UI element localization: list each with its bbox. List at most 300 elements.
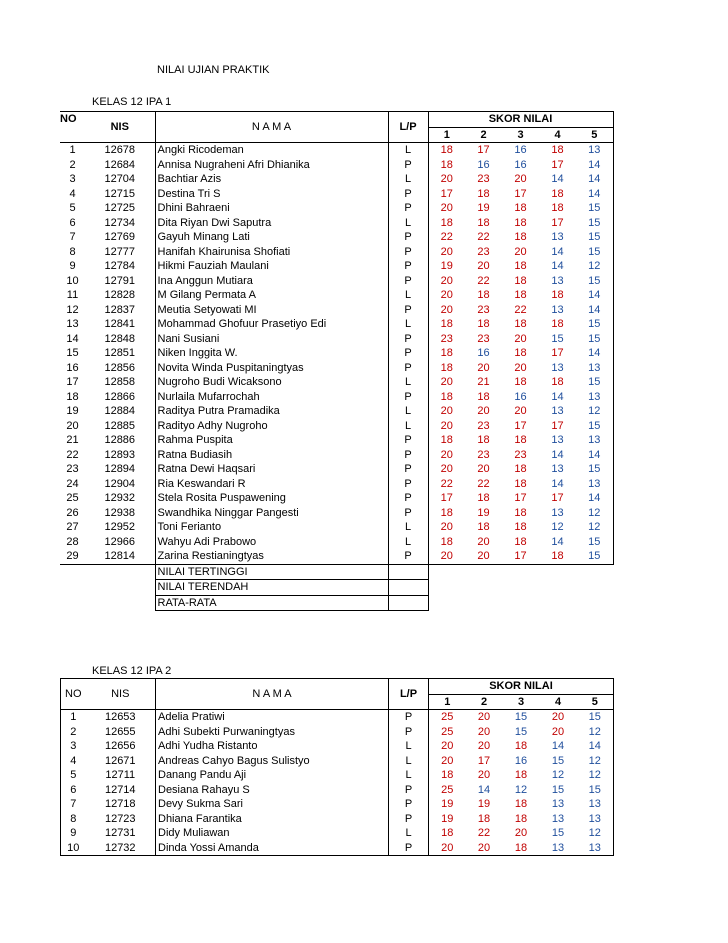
row-nis: 12851 [85,346,155,361]
row-score-2: 18 [477,521,490,534]
header-nama: N A M A [155,112,388,143]
row-no: 3 [69,173,76,186]
row-score-3: 18 [514,798,528,811]
row-score-3: 18 [514,506,527,519]
row-nama: Nugroho Budi Wicaksono [155,375,388,390]
row-no: 4 [61,754,86,769]
row-no: 10 [61,841,86,856]
row-score-5: 15 [576,332,613,347]
row-nis: 12866 [85,390,155,405]
row-lp: P [388,390,428,405]
row-score-3: 16 [514,754,528,767]
table-row [60,274,613,289]
row-score-1: 20 [429,841,466,856]
row-score-4: 13 [540,841,577,856]
row-nis: 12893 [85,448,155,463]
row-score-2: 20 [477,463,490,476]
row-score-5: 14 [576,303,613,318]
row-lp: P [388,477,428,492]
row-score-2: 23 [477,332,490,345]
row-score-4: 17 [551,419,564,432]
row-no: 11 [66,289,79,302]
row-score-5: 14 [576,172,613,187]
row-no: 3 [61,739,86,754]
table-row [61,754,614,769]
row-nis: 12952 [85,520,155,535]
class-title-ipa2: KELAS 12 IPA 2 [92,665,172,677]
row-score-4: 17 [551,492,564,505]
row-score-5: 15 [576,462,613,477]
row-score-3: 20 [514,245,527,258]
row-score-1: 18 [440,158,453,171]
row-score-5: 12 [577,754,614,769]
row-score-1: 20 [441,754,454,767]
row-no: 9 [61,826,86,841]
row-score-1: 20 [440,405,453,418]
header-score-1: 1 [429,694,466,710]
table-row [60,506,613,521]
row-score-3: 23 [514,448,527,461]
row-nama: Dinda Yossi Amanda [156,841,389,856]
row-score-3: 17 [514,187,527,200]
row-lp: L [388,288,428,303]
header-skor: SKOR NILAI [429,679,614,695]
row-score-2: 18 [477,492,490,505]
row-score-3: 18 [514,740,528,753]
table-row [60,143,613,158]
row-score-2: 18 [477,434,490,447]
row-score-2: 20 [477,535,490,548]
row-score-2: 20 [477,405,490,418]
row-score-4: 15 [551,783,565,796]
class-title-ipa1: KELAS 12 IPA 1 [92,96,172,108]
row-lp: P [389,797,429,812]
row-nis: 12938 [85,506,155,521]
row-score-3: 18 [514,260,527,273]
row-nama: Ratna Budiasih [155,448,388,463]
table-row [60,216,613,231]
row-score-5: 15 [576,201,613,216]
row-lp: P [389,812,429,827]
row-nis: 12715 [85,187,155,202]
row-score-1: 18 [440,434,453,447]
row-score-5: 15 [576,317,613,332]
row-score-3: 20 [514,332,527,345]
row-score-5: 13 [577,841,614,856]
row-score-1: 19 [441,798,454,811]
table-row [60,230,613,245]
row-lp: P [389,725,429,740]
row-no: 23 [66,463,79,476]
row-no: 29 [60,549,85,564]
row-score-4: 17 [551,216,564,229]
row-nis: 12671 [86,754,156,769]
table-row [60,390,613,405]
table-row [61,841,614,856]
row-score-4: 20 [551,725,565,738]
row-score-4: 13 [551,274,564,287]
row-nama: Ina Anggun Mutiara [155,274,388,289]
row-score-2: 17 [477,754,491,767]
row-score-3: 18 [514,535,527,548]
row-score-4: 13 [551,463,564,476]
row-score-1: 18 [440,144,453,157]
header-score-5: 5 [576,127,613,143]
row-lp: L [388,419,428,434]
row-score-5: 15 [576,230,613,245]
table-row [60,332,613,347]
row-nis: 12711 [86,768,156,783]
summary-row [60,580,613,596]
row-score-2: 18 [477,390,490,403]
row-score-5: 12 [576,259,613,274]
header-score-4: 4 [540,694,577,710]
row-no: 7 [61,797,86,812]
row-score-2: 23 [477,173,490,186]
table-row [60,419,613,434]
row-lp: P [389,841,429,856]
row-score-2: 20 [465,549,502,564]
row-score-1: 20 [440,303,453,316]
row-score-5: 15 [576,419,613,434]
row-score-1: 20 [440,245,453,258]
row-nama: M Gilang Permata A [155,288,388,303]
row-score-4: 17 [551,347,564,360]
row-lp: P [388,433,428,448]
row-nis: 12704 [85,172,155,187]
row-score-5: 14 [576,346,613,361]
row-nis: 12725 [85,201,155,216]
row-score-2: 14 [477,783,491,796]
row-no: 6 [61,783,86,798]
row-score-1: 18 [440,506,453,519]
row-lp: L [388,404,428,419]
row-score-2: 22 [477,274,490,287]
row-score-3: 18 [514,202,527,215]
row-score-5: 15 [577,710,614,725]
row-nama: Andreas Cahyo Bagus Sulistyo [156,754,389,769]
header-score-1: 1 [428,127,465,143]
row-score-3: 16 [514,158,527,171]
row-score-5: 15 [576,549,613,564]
header-score-3: 3 [502,127,539,143]
row-nis: 12848 [85,332,155,347]
header-no: NO [61,679,86,710]
row-score-3: 16 [514,390,527,403]
row-lp: P [389,783,429,798]
row-score-5: 13 [576,361,613,376]
table-row [61,710,614,725]
row-nama: Radityo Adhy Nugroho [155,419,388,434]
row-score-2: 16 [477,347,490,360]
row-score-4: 13 [551,434,564,447]
row-nis: 12841 [85,317,155,332]
row-nis: 12886 [85,433,155,448]
row-score-5: 14 [576,288,613,303]
row-nama: Desiana Rahayu S [156,783,389,798]
row-score-5: 14 [576,491,613,506]
row-no: 2 [69,158,76,171]
table-row [61,797,614,812]
row-nama: Didy Muliawan [156,826,389,841]
row-score-1: 22 [440,477,453,490]
row-score-3: 18 [514,812,528,825]
row-score-1: 20 [440,289,453,302]
row-nis: 12718 [86,797,156,812]
row-score-5: 15 [576,535,613,550]
row-nama: Angki Ricodeman [155,143,388,158]
row-nama: Nurlaila Mufarrochah [155,390,388,405]
row-score-1: 25 [441,711,454,724]
row-score-1: 18 [440,535,453,548]
row-nis: 12966 [85,535,155,550]
header-skor: SKOR NILAI [428,112,613,128]
row-score-3: 17 [514,419,527,432]
row-score-1: 20 [440,376,453,389]
row-score-1: 20 [441,740,454,753]
row-score-1: 20 [428,549,465,564]
row-nama: Wahyu Adi Prabowo [155,535,388,550]
row-lp: L [389,826,429,841]
row-no: 27 [66,521,79,534]
table-row [60,520,613,535]
row-score-4: 12 [551,769,565,782]
row-no: 10 [66,274,79,287]
row-no: 15 [66,347,79,360]
row-no: 20 [66,419,79,432]
table-row [60,491,613,506]
row-lp: L [389,768,429,783]
row-score-3: 17 [514,492,527,505]
table-row [60,288,613,303]
table-row [60,317,613,332]
table-row [61,739,614,754]
row-no: 18 [66,390,79,403]
row-nama: Niken Inggita W. [155,346,388,361]
row-no: 6 [69,216,76,229]
table-row [60,477,613,492]
row-score-2: 16 [477,158,490,171]
row-score-1: 19 [441,812,454,825]
row-score-1: 25 [441,725,454,738]
row-lp: P [388,448,428,463]
row-nama: Hanifah Khairunisa Shofiati [155,245,388,260]
row-score-2: 19 [477,798,491,811]
row-score-2: 18 [477,289,490,302]
row-lp: P [388,245,428,260]
header-score-2: 2 [466,694,503,710]
row-score-1: 18 [441,827,454,840]
row-score-4: 20 [551,711,565,724]
row-score-4: 14 [551,245,564,258]
row-score-2: 23 [477,245,490,258]
row-score-3: 15 [514,711,528,724]
row-nis: 12904 [85,477,155,492]
row-score-5: 15 [576,375,613,390]
table-row [60,245,613,260]
row-score-4: 13 [551,812,565,825]
row-lp: L [388,375,428,390]
row-nis: 12655 [86,725,156,740]
row-nama: Ratna Dewi Haqsari [155,462,388,477]
row-lp: P [388,346,428,361]
row-no: 25 [66,492,79,505]
row-score-5: 13 [576,390,613,405]
table-row [60,346,613,361]
table-row [61,783,614,798]
row-score-2: 19 [477,506,490,519]
row-no: 1 [69,144,76,157]
header-nama: N A M A [156,679,389,710]
row-lp: P [388,201,428,216]
row-score-4: 18 [551,202,564,215]
row-score-4: 15 [551,827,565,840]
table-row [60,462,613,477]
row-score-5: 15 [576,216,613,231]
row-score-4: 18 [551,144,564,157]
row-lp: P [388,491,428,506]
row-score-2: 22 [477,827,491,840]
header-lp: L/P [389,679,429,710]
row-score-1: 18 [440,361,453,374]
row-score-3: 18 [514,434,527,447]
row-no: 22 [66,448,79,461]
row-no: 24 [66,477,79,490]
row-lp: P [388,549,428,564]
summary-row [60,595,613,611]
header-score-3: 3 [503,694,540,710]
row-score-5: 12 [576,506,613,521]
table-row [60,172,613,187]
row-score-5: 13 [577,797,614,812]
row-lp: P [388,230,428,245]
row-nis: 12653 [86,710,156,725]
table-row [60,259,613,274]
row-score-4: 13 [551,405,564,418]
row-no: 12 [66,303,79,316]
row-score-3: 20 [514,405,527,418]
row-no: 17 [66,376,79,389]
row-nis: 12828 [85,288,155,303]
table-row [60,549,613,564]
row-lp: L [389,754,429,769]
row-score-2: 20 [477,260,490,273]
row-score-2: 22 [477,231,490,244]
row-lp: P [388,332,428,347]
row-nama: Raditya Putra Pramadika [155,404,388,419]
row-score-1: 25 [441,783,454,796]
table-row [60,361,613,376]
row-score-4: 14 [551,477,564,490]
row-score-2: 20 [477,361,490,374]
row-nama: Annisa Nugraheni Afri Dhianika [155,158,388,173]
header-no: NO [60,112,85,143]
row-no: 5 [69,202,76,215]
row-nis: 12656 [86,739,156,754]
row-nis: 12684 [85,158,155,173]
row-no: 2 [61,725,86,740]
row-nis: 12731 [86,826,156,841]
row-nis: 12856 [85,361,155,376]
row-nis: 12791 [85,274,155,289]
row-no: 26 [66,506,79,519]
row-score-4: 15 [551,332,564,345]
row-score-3: 20 [514,173,527,186]
row-score-2: 18 [477,187,490,200]
row-score-4: 18 [551,289,564,302]
row-score-4: 14 [551,740,565,753]
row-no: 9 [69,260,76,273]
row-score-1: 17 [440,492,453,505]
row-lp: L [388,535,428,550]
row-score-1: 18 [440,216,453,229]
row-score-1: 17 [440,187,453,200]
row-score-2: 20 [466,841,503,856]
row-score-4: 18 [551,318,564,331]
row-score-3: 18 [503,841,540,856]
row-score-4: 15 [551,754,565,767]
row-nis: 12858 [85,375,155,390]
row-lp: P [388,259,428,274]
row-nis: 12714 [86,783,156,798]
row-no: 14 [66,332,79,345]
row-nama: Mohammad Ghofuur Prasetiyo Edi [155,317,388,332]
row-no: 5 [61,768,86,783]
row-nis: 12894 [85,462,155,477]
row-nis: 12784 [85,259,155,274]
row-score-4: 18 [551,187,564,200]
row-score-1: 20 [440,521,453,534]
row-score-5: 14 [576,187,613,202]
row-score-5: 13 [576,477,613,492]
row-score-4: 18 [551,376,564,389]
row-nama: Toni Ferianto [155,520,388,535]
row-score-4: 12 [551,521,564,534]
row-nama: Dita Riyan Dwi Saputra [155,216,388,231]
row-no: 8 [61,812,86,827]
row-score-4: 14 [551,448,564,461]
row-score-4: 13 [551,506,564,519]
row-score-2: 23 [477,419,490,432]
row-nama: Zarina Restianingtyas [155,549,388,564]
row-lp: L [388,317,428,332]
row-score-2: 22 [477,477,490,490]
row-score-3: 18 [514,274,527,287]
row-score-5: 15 [576,274,613,289]
row-score-2: 23 [477,448,490,461]
row-no: 21 [66,434,79,447]
grade-table-ipa2 [60,678,614,856]
row-score-1: 20 [440,173,453,186]
row-nama: Gayuh Minang Lati [155,230,388,245]
row-score-2: 23 [477,303,490,316]
row-no: 13 [66,318,79,331]
row-score-3: 20 [514,361,527,374]
row-nis: 12734 [85,216,155,231]
summary-label: NILAI TERTINGGI [155,564,388,580]
row-score-1: 18 [440,390,453,403]
row-score-4: 13 [551,303,564,316]
row-no: 1 [61,710,86,725]
row-nis: 12678 [85,143,155,158]
row-score-5: 15 [577,783,614,798]
row-score-5: 13 [577,812,614,827]
row-lp: L [389,739,429,754]
row-score-3: 12 [514,783,528,796]
row-nis: 12769 [85,230,155,245]
row-score-2: 18 [477,318,490,331]
row-lp: P [389,710,429,725]
